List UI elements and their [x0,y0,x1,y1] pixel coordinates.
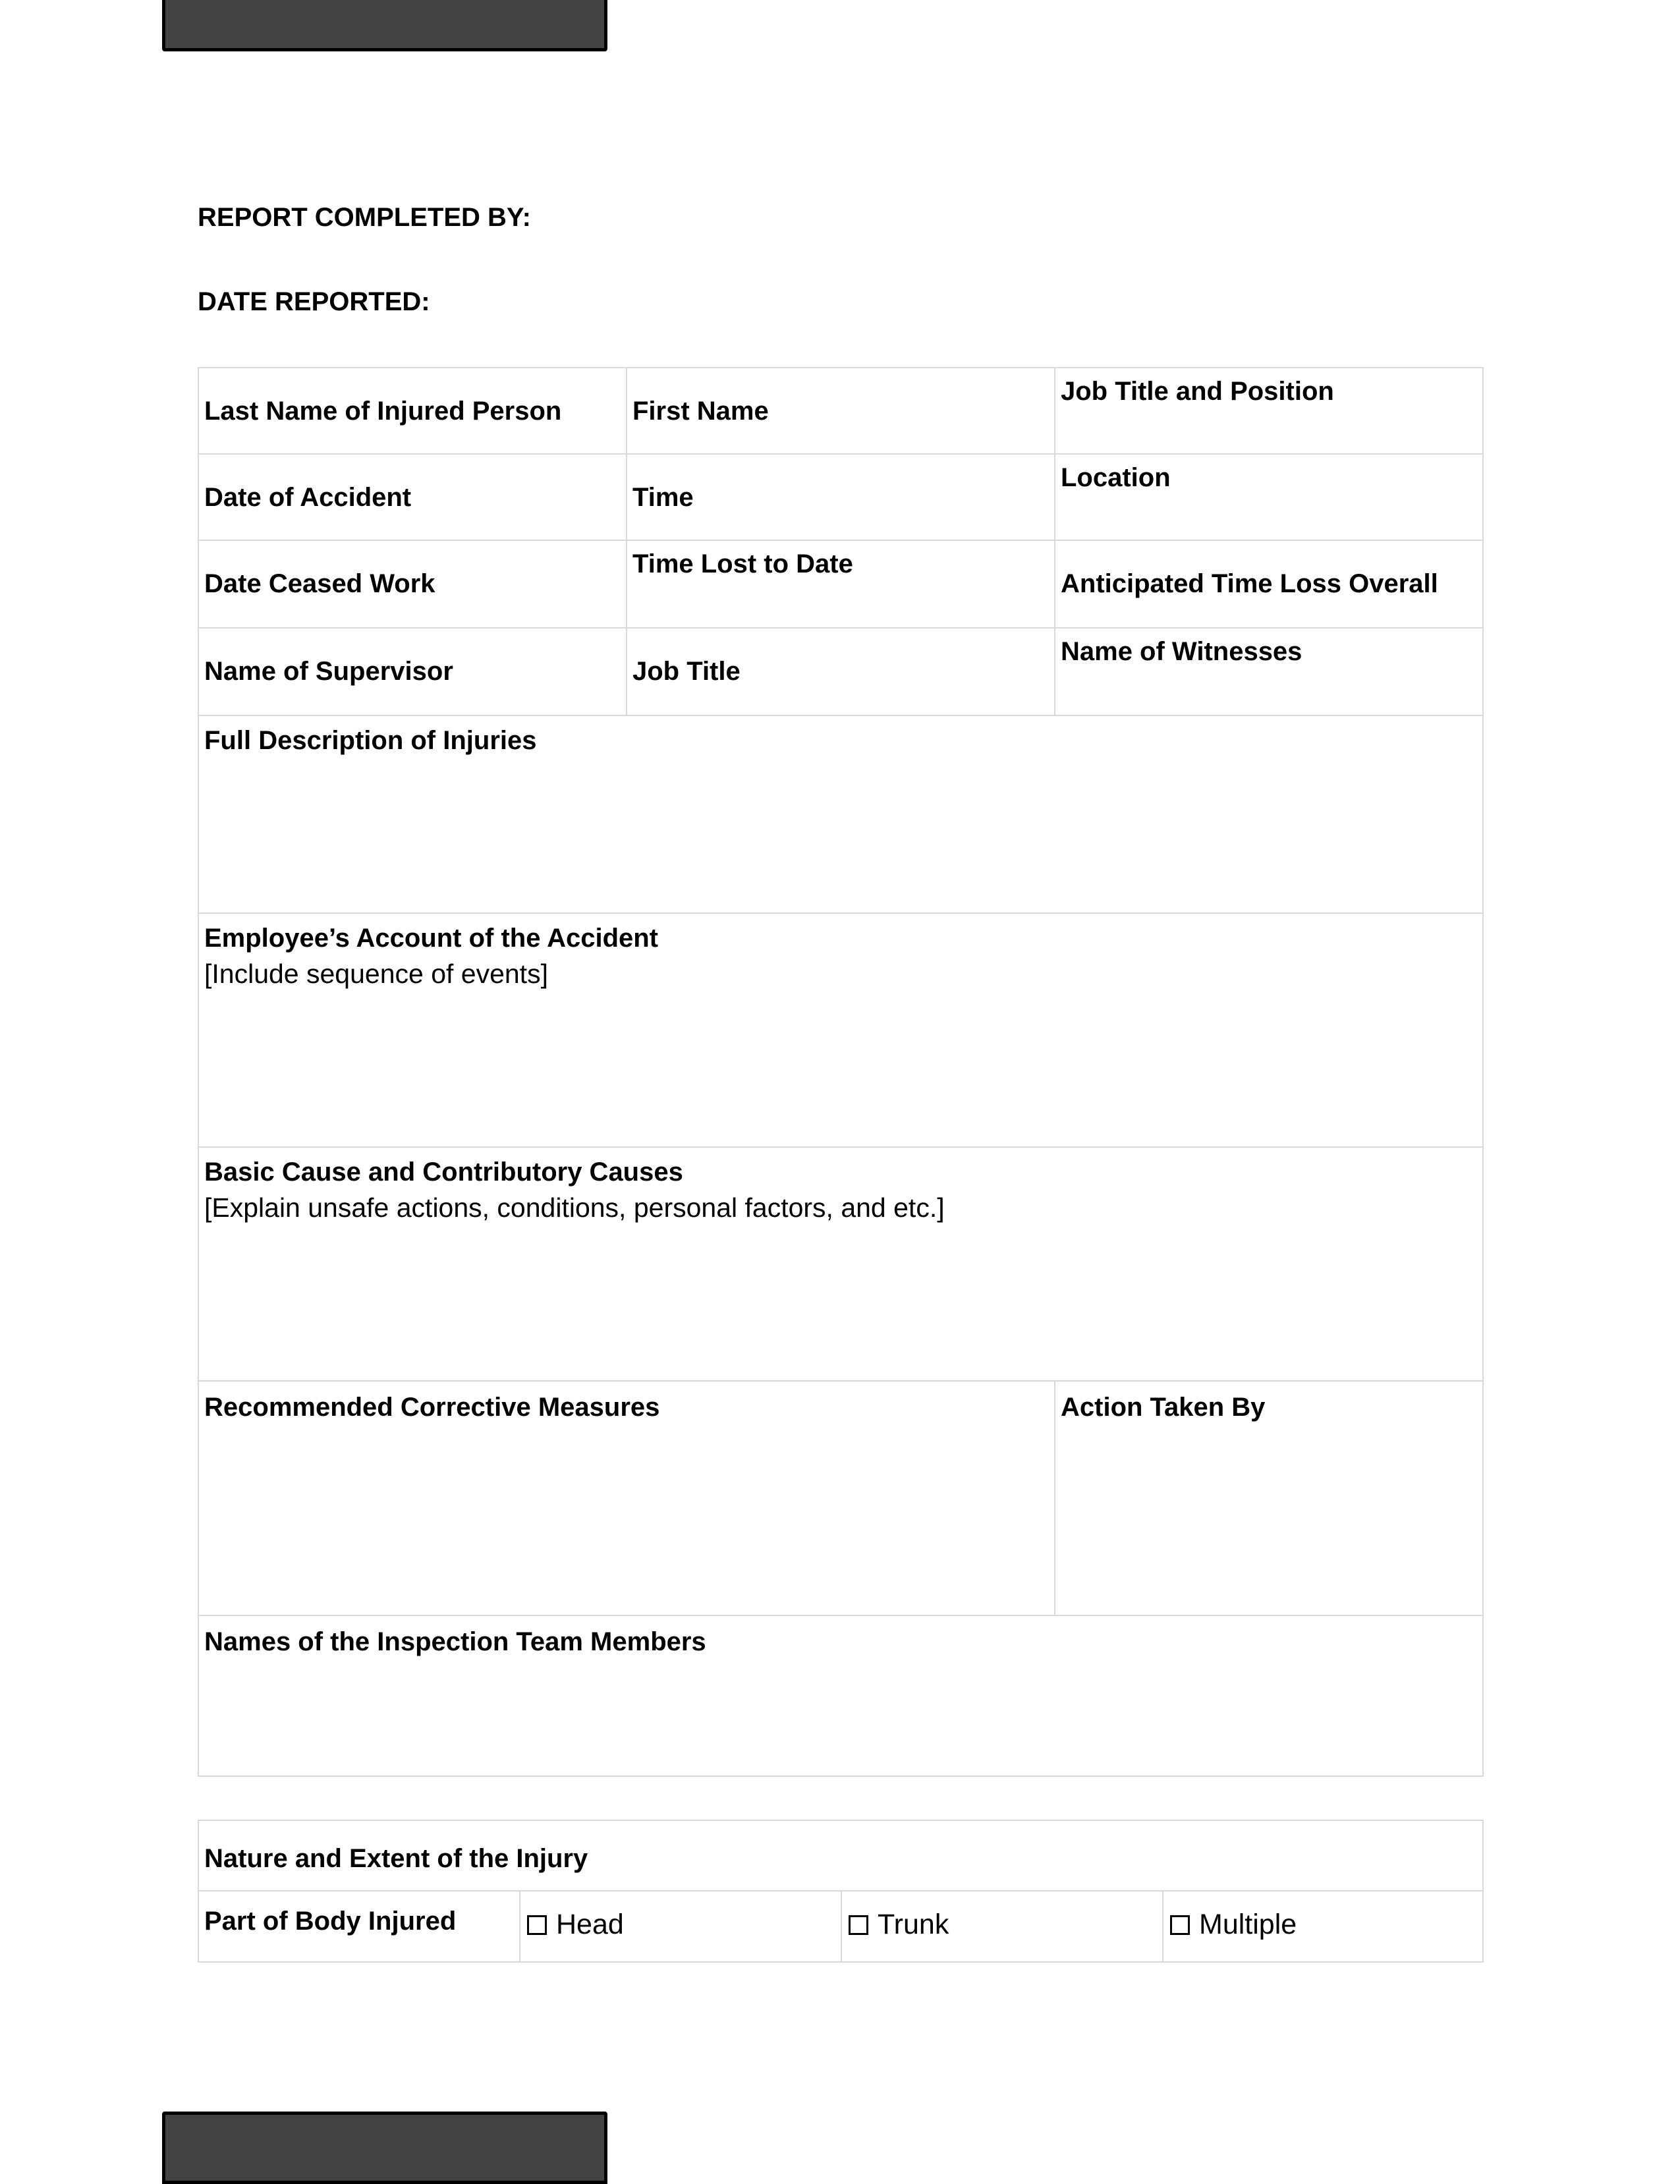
last-name-label: Last Name of Injured Person [204,397,562,426]
trunk-option-cell[interactable] [841,1890,1163,1963]
job-title-position-label: Job Title and Position [1061,377,1334,406]
nature-of-injury-row [198,1820,1484,1891]
trunk-option[interactable] [849,1909,949,1941]
date-of-accident-label: Date of Accident [204,483,412,512]
supervisor-job-title-label: Job Title [632,657,741,686]
inspection-team-field[interactable] [198,1615,1484,1777]
name-of-witnesses-label: Name of Witnesses [1061,637,1302,666]
employee-account-hint: [Include sequence of events] [204,959,548,989]
multiple-checkbox[interactable] [1170,1915,1190,1935]
time-lost-to-date-label: Time Lost to Date [632,549,853,578]
first-name-label: First Name [632,397,769,426]
injuries-description-field[interactable] [198,715,1484,914]
date-of-accident-field[interactable] [198,453,627,541]
date-ceased-work-field[interactable] [198,540,627,629]
trunk-checkbox[interactable] [849,1915,868,1935]
inspection-team-label: Names of the Inspection Team Members [204,1627,706,1656]
report-completed-by-label: REPORT COMPLETED BY: [198,203,531,232]
multiple-option-label: Multiple [1199,1909,1297,1940]
multiple-option[interactable] [1170,1909,1297,1941]
part-of-body-cell [198,1890,520,1963]
causes-hint: [Explain unsafe actions, conditions, personal factors, and etc.] [204,1192,945,1223]
last-name-field[interactable] [198,367,627,455]
anticipated-time-loss-label: Anticipated Time Loss Overall [1061,569,1438,598]
first-name-field[interactable] [626,367,1055,455]
part-of-body-label: Part of Body Injured [204,1907,457,1936]
name-of-witnesses-field[interactable] [1054,627,1484,716]
name-of-supervisor-label: Name of Supervisor [204,657,453,686]
nature-of-injury-label: Nature and Extent of the Injury [204,1844,588,1873]
date-reported-label: DATE REPORTED: [198,287,430,316]
causes-field[interactable] [198,1146,1484,1382]
time-lost-to-date-field[interactable] [626,540,1055,629]
employee-account-label: Employee’s Account of the Accident [204,924,659,953]
action-taken-by-label: Action Taken By [1061,1393,1266,1422]
head-option-cell[interactable] [519,1890,842,1963]
action-taken-by-field[interactable] [1054,1380,1484,1616]
causes-label: Basic Cause and Contributory Causes [204,1158,683,1187]
multiple-option-cell[interactable] [1162,1890,1484,1963]
date-ceased-work-label: Date Ceased Work [204,569,435,598]
corrective-measures-field[interactable] [198,1380,1055,1616]
head-option[interactable] [527,1909,624,1941]
name-of-supervisor-field[interactable] [198,627,627,716]
supervisor-job-title-field[interactable] [626,627,1055,716]
trunk-option-label: Trunk [878,1909,949,1940]
job-title-position-field[interactable] [1054,367,1484,455]
head-option-label: Head [556,1909,624,1940]
corrective-measures-label: Recommended Corrective Measures [204,1393,660,1422]
anticipated-time-loss-field[interactable] [1054,540,1484,629]
location-label: Location [1061,463,1171,492]
location-field[interactable] [1054,453,1484,541]
time-field[interactable] [626,453,1055,541]
head-checkbox[interactable] [527,1915,547,1935]
employee-account-field[interactable] [198,912,1484,1148]
footer-tab-block [162,2112,607,2184]
time-label: Time [632,483,694,512]
injuries-description-label: Full Description of Injuries [204,726,537,755]
header-tab-block [162,0,607,51]
